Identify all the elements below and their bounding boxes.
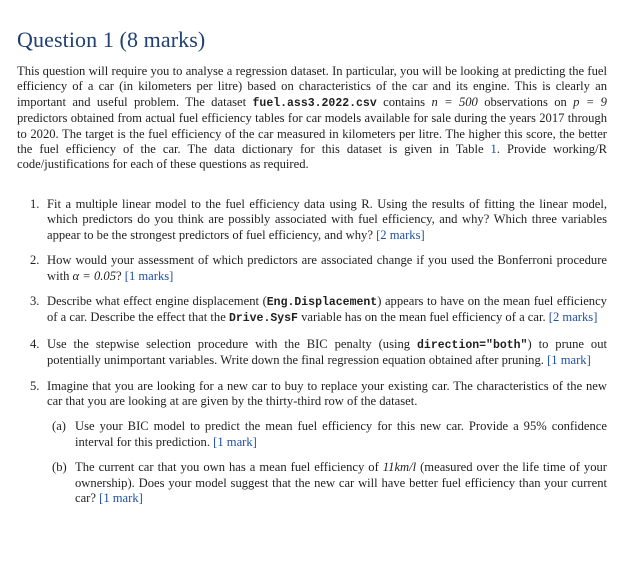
code-argument: direction="both": [417, 338, 528, 352]
subquestion-item: [52, 460, 607, 506]
question-number: 5.: [30, 378, 40, 393]
n-expression: n = 500: [431, 94, 478, 109]
question-text: [47, 379, 607, 507]
question-body: ) to prune out potentially unimportant variables. Write down the final regression equation obtained after pruning.: [47, 336, 607, 368]
table-reference-link[interactable]: 1: [490, 142, 497, 157]
question-text: [47, 337, 607, 369]
subquestion-item: [52, 419, 607, 450]
question-body: ?: [116, 268, 125, 283]
question-body: Use the stepwise selection procedure with the BIC penalty (using: [47, 336, 418, 351]
question-item: [30, 379, 607, 507]
p-expression: p = 9: [573, 94, 607, 109]
alpha-expression: α = 0.05: [72, 268, 116, 283]
intro-paragraph: [17, 64, 607, 173]
subquestion-text: [75, 460, 607, 506]
question-body: Imagine that you are looking for a new car to buy to replace your existing car. The characteristics of the new car that you are looking at are given by the thirty-third row of the dataset.: [47, 378, 607, 409]
subquestion-number: (a): [52, 419, 66, 434]
subquestion-body: (measured over the life time of your ownership). Does your model suggest that the new car will have better fuel efficiency than your current car?: [75, 460, 607, 506]
subquestion-text: [75, 419, 607, 450]
question-item: [30, 253, 607, 284]
question-text: [47, 197, 607, 243]
subquestion-body: Use your BIC model to predict the mean fuel efficiency for this new car. Provide a 95% confidence interval for this prediction.: [75, 419, 607, 449]
dataset-filename: fuel.ass3.2022.csv: [252, 96, 377, 110]
question-item: [30, 337, 607, 369]
marks-label: [1 mark]: [213, 434, 257, 449]
question-body: How would your assessment of which predictors are associated change if you used the Bonferroni procedure with: [47, 253, 607, 283]
question-number: 3.: [30, 294, 40, 309]
question-body: Fit a multiple linear model to the fuel efficiency data using R. Using the results of fitting the linear model, which predictors do you think are possibly associated with fuel efficiency, and why? Which three variables appear to be the strongest predictors of fuel efficiency, and why?: [47, 197, 607, 242]
marks-label: [1 marks]: [124, 268, 174, 283]
intro-text: observations on: [477, 94, 574, 109]
question-number: 1.: [30, 197, 40, 211]
question-text: [47, 253, 607, 284]
intro-text: contains: [376, 94, 432, 109]
code-variable: Eng.Displacement: [266, 296, 378, 310]
marks-label: [1 mark]: [99, 491, 143, 506]
intro-text: predictors obtained from actual fuel efficiency tables for car models available for sale during the years 2017 through to 2020. The target is the fuel efficiency of the car measured in kilometers per litre. The higher this score, the better the fuel efficiency of the car. The data dictionary for this dataset is given in Table: [17, 111, 607, 157]
marks-label: [2 marks]: [376, 227, 425, 242]
code-variable: Drive.SysF: [228, 312, 298, 326]
marks-label: [1 mark]: [547, 353, 591, 368]
question-number: 4.: [30, 336, 40, 351]
intro-text: . Provide working/R code/justifications for each of these questions as required.: [17, 142, 608, 172]
question-number: 2.: [30, 253, 40, 268]
question-text: [47, 294, 607, 327]
question-item: [30, 294, 607, 327]
question-body: variable has on the mean fuel efficiency of a car.: [297, 310, 549, 325]
question-list: [30, 197, 607, 517]
question-title: Question 1 (8 marks): [17, 27, 206, 52]
question-body: ) appears to have on the mean fuel efficiency of a car. Describe the effect that the: [47, 294, 607, 325]
question-body: Describe what effect engine displacement (: [47, 294, 267, 309]
question-item: [30, 197, 607, 243]
subquestion-number: (b): [52, 460, 67, 475]
marks-label: [2 marks]: [548, 310, 598, 325]
intro-text: This question will require you to analyse a regression dataset. In particular, you will be looking at predicting the fuel efficiency of a car (in kilometers per litre) based on characteristics of the car and its engine. This is clearly an important and useful problem. The dataset: [17, 64, 607, 109]
subquestion-body: The current car that you own has a mean fuel efficiency of: [75, 460, 383, 475]
unit-expression: 11km/l: [382, 460, 417, 475]
